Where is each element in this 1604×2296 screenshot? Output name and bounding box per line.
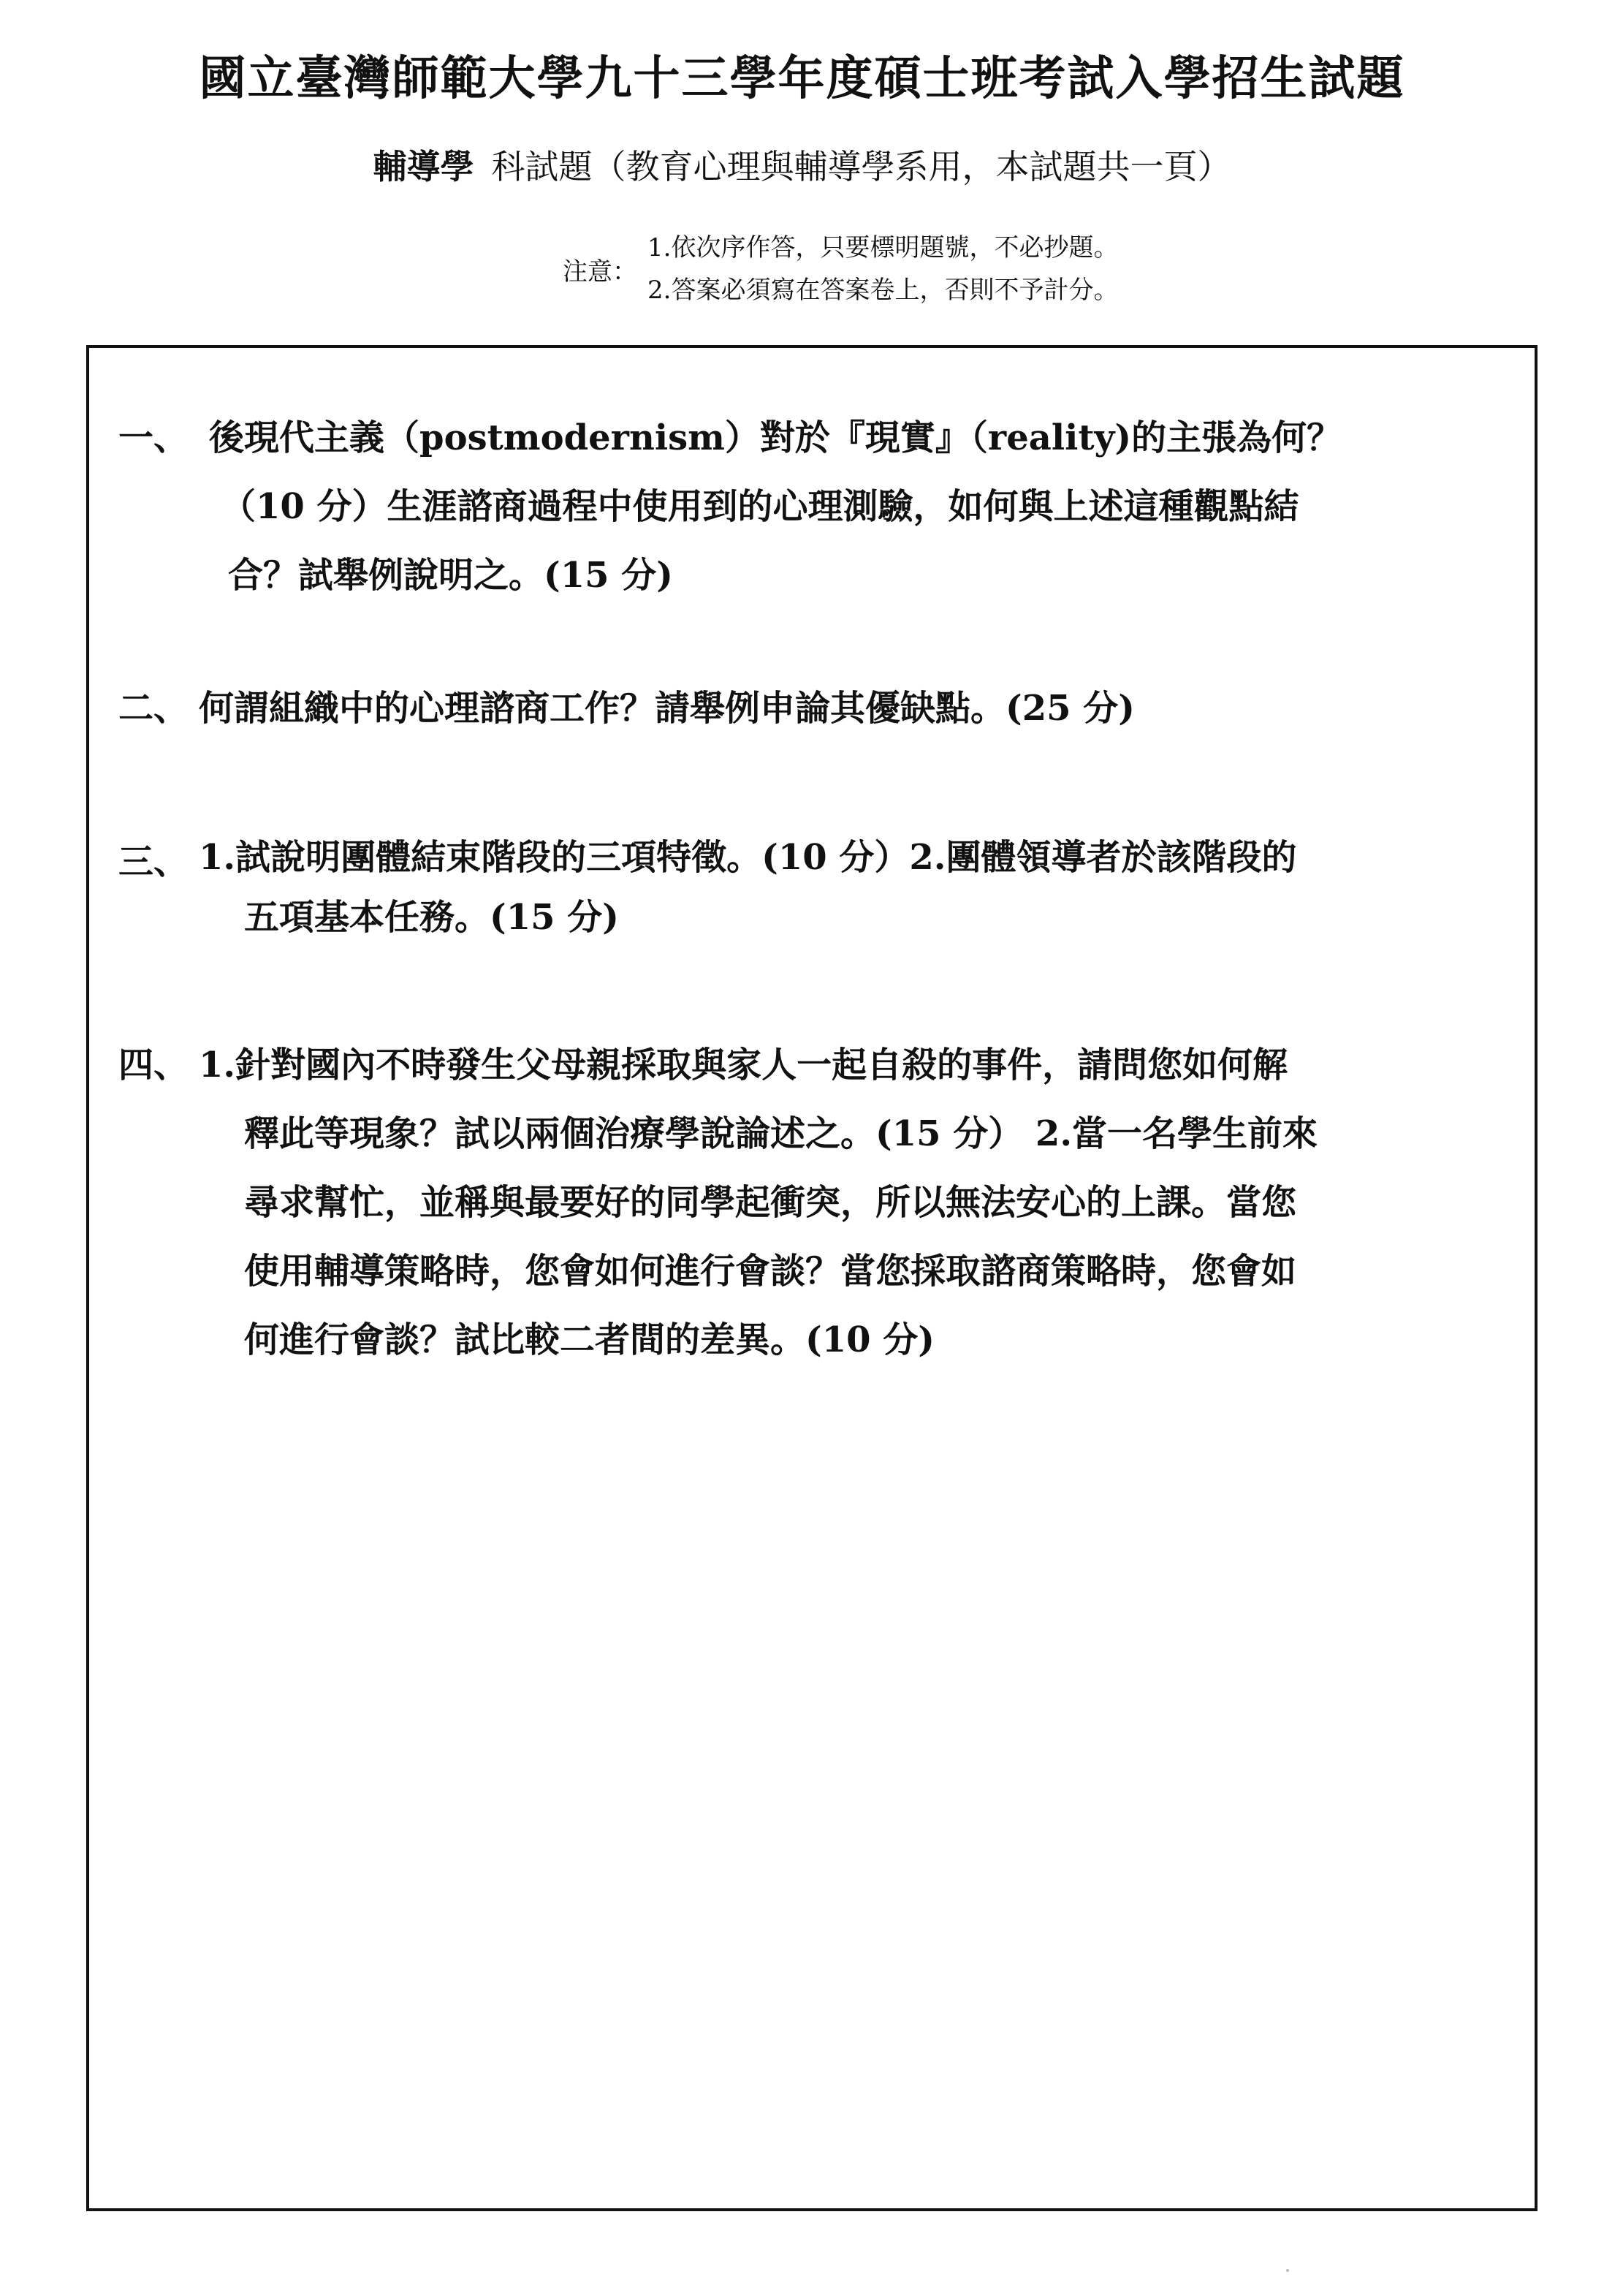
question-line: 尋求幫忙，並稱與最要好的同學起衝突，所以無法安心的上課。當您 [244,1182,1297,1223]
question-line: （10 分）生涯諮商過程中使用到的心理測驗，如何與上述這種觀點結 [221,486,1299,527]
notice-items [647,227,1118,311]
question-number: 三、 [118,841,189,882]
question-line: 何進行會談？試比較二者間的差異。(10 分) [244,1319,935,1360]
question-number: 一、 [118,417,189,458]
notice-label: 注意： [563,257,637,287]
exam-title: 國立臺灣師範大學九十三學年度碩士班考試入學招生試題 [199,51,1405,106]
notice-item: 1.依次序作答，只要標明題號，不必抄題。 [647,233,1119,262]
question-4 [118,1031,1318,1374]
question-line: 五項基本任務。(15 分) [244,897,619,938]
subtitle-text: 科試題（教育心理與輔導學系用，本試題共一頁） [491,147,1231,186]
question-number: 四、 [118,1045,189,1086]
question-line: 釋此等現象？試以兩個治療學說論述之。(15 分） 2.當一名學生前來 [244,1113,1318,1154]
question-3 [118,827,1296,947]
question-line: 1.針對國內不時發生父母親採取與家人一起自殺的事件，請問您如何解 [199,1045,1288,1086]
question-line: 合？試舉例說明之。(15 分) [228,555,673,596]
subject-name: 輔導學 [373,147,474,186]
question-line: 何謂組織中的心理諮商工作？請舉例申論其優缺點。(25 分) [199,688,1135,729]
question-1 [118,403,1342,610]
notice-item: 2.答案必須寫在答案卷上，否則不予計分。 [647,276,1119,305]
question-line: 後現代主義（postmodernism）對於『現實』（reality)的主張為何？ [209,417,1342,458]
question-line: 1.試說明團體結束階段的三項特徵。(10 分）2.團體領導者於該階段的 [199,837,1297,878]
question-2 [118,674,1135,743]
question-number: 二、 [118,688,189,729]
exam-notice [563,227,1118,311]
exam-subtitle [0,140,1604,189]
scan-speck [1286,2269,1289,2272]
question-line: 使用輔導策略時，您會如何進行會談？當您採取諮商策略時，您會如 [244,1251,1297,1292]
